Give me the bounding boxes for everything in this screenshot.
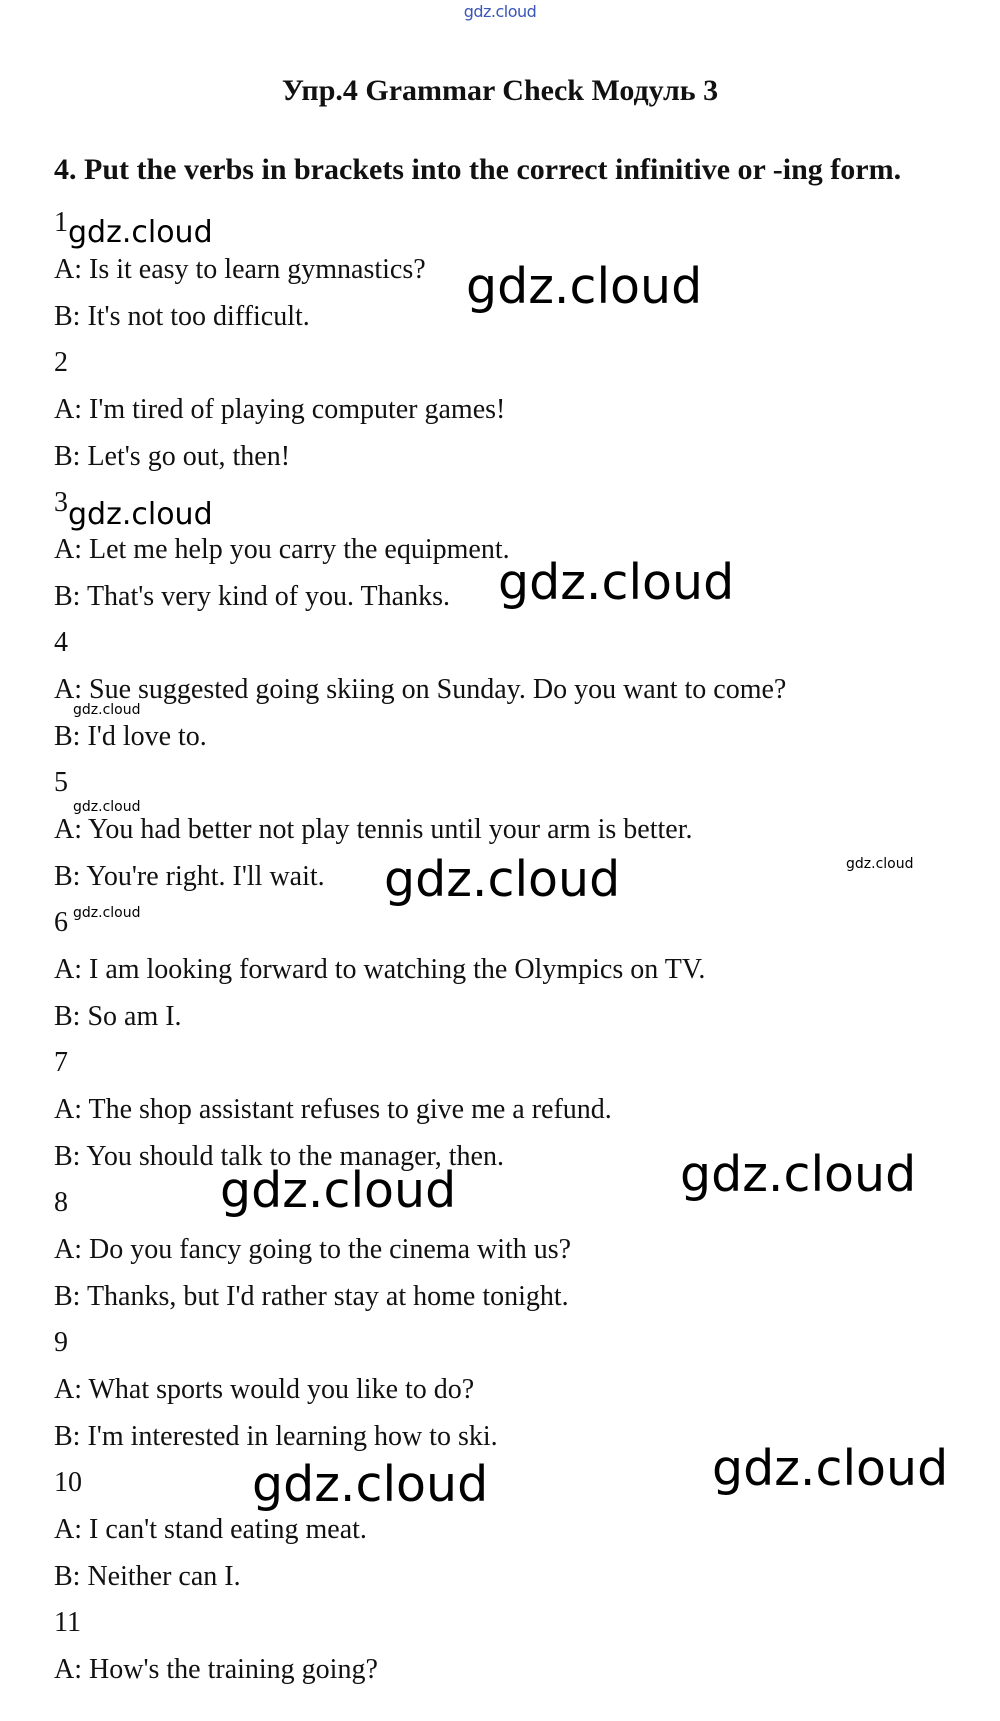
watermark-text: gdz.cloud [73, 702, 141, 718]
line-b: B: I'd love to. [54, 721, 207, 752]
item-number: 4 [54, 627, 68, 658]
line-a: A: You had better not play tennis until your arm is better. [54, 814, 693, 845]
line-b: B: Neither can I. [54, 1561, 241, 1592]
watermark-text: gdz.cloud [252, 1456, 489, 1513]
line-a: A: How's the training going? [54, 1654, 378, 1685]
item-number: 3 [54, 487, 68, 518]
watermark-text: gdz.cloud [712, 1440, 949, 1497]
line-b: B: I'm interested in learning how to ski. [54, 1421, 498, 1452]
item-number: 9 [54, 1327, 68, 1358]
watermark-text: gdz.cloud [680, 1146, 917, 1203]
line-b: B: That's very kind of you. Thanks. [54, 581, 450, 612]
watermark-text: gdz.cloud [68, 497, 213, 532]
exercise-item-11 [54, 1600, 960, 1693]
watermark-text: gdz.cloud [498, 554, 735, 611]
item-number: 10 [54, 1467, 82, 1498]
task-instruction: 4. Put the verbs in brackets into the correct infinitive or -ing form. [54, 153, 902, 186]
watermark-text: gdz.cloud [466, 258, 703, 315]
item-number: 5 [54, 767, 68, 798]
item-number: 6 [54, 907, 68, 938]
item-number: 1 [54, 207, 68, 238]
exercise-item-6 [54, 900, 960, 1040]
line-a: A: Let me help you carry the equipment. [54, 534, 510, 565]
line-a: A: Do you fancy going to the cinema with us? [54, 1234, 572, 1265]
line-b: B: You're right. I'll wait. [54, 861, 325, 892]
item-number: 7 [54, 1047, 68, 1078]
exercise-item-2 [54, 340, 960, 480]
item-number: 2 [54, 347, 68, 378]
line-b: B: Let's go out, then! [54, 441, 291, 472]
watermark-text: gdz.cloud [73, 905, 141, 921]
line-a: A: The shop assistant refuses to give me a refund. [54, 1094, 612, 1125]
item-number: 11 [54, 1607, 81, 1638]
watermark-text: gdz.cloud [220, 1162, 457, 1219]
exercise-item-9 [54, 1320, 960, 1460]
watermark-text: gdz.cloud [68, 215, 213, 250]
item-number: 8 [54, 1187, 68, 1218]
watermark-text: gdz.cloud [73, 799, 141, 815]
line-a: A: What sports would you like to do? [54, 1374, 475, 1405]
line-a: A: Is it easy to learn gymnastics? [54, 254, 426, 285]
site-watermark-top: gdz.cloud [463, 2, 537, 21]
line-b: B: So am I. [54, 1001, 182, 1032]
line-b: B: It's not too difficult. [54, 301, 310, 332]
line-a: A: I can't stand eating meat. [54, 1514, 367, 1545]
line-b: B: You should talk to the manager, then. [54, 1141, 504, 1172]
line-a: A: I am looking forward to watching the Olympics on TV. [54, 954, 706, 985]
line-a: A: Sue suggested going skiing on Sunday. Do you want to come? [54, 674, 787, 705]
line-a: A: I'm tired of playing computer games! [54, 394, 506, 425]
watermark-text: gdz.cloud [846, 856, 914, 872]
watermark-text: gdz.cloud [384, 851, 621, 908]
line-b: B: Thanks, but I'd rather stay at home tonight. [54, 1281, 569, 1312]
exercise-item-4 [54, 620, 960, 760]
page-title: Упр.4 Grammar Check Модуль 3 [281, 74, 719, 107]
